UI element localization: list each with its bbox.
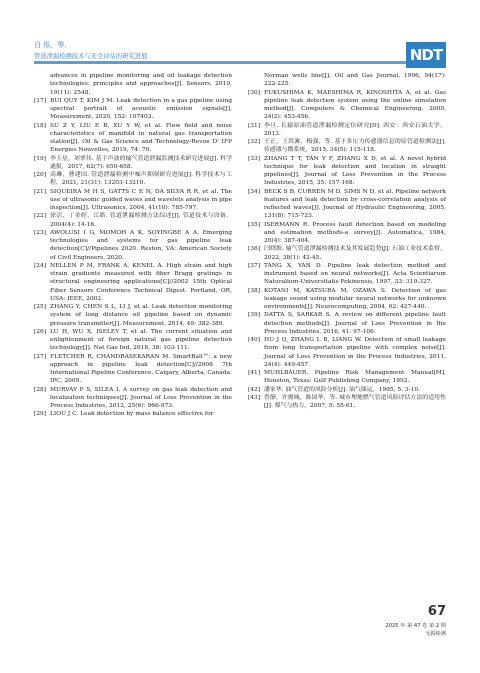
- reference-entry: [248, 122, 446, 139]
- reference-number: [33]: [248, 155, 261, 162]
- reference-number: [27]: [34, 353, 47, 360]
- reference-number: [25]: [34, 304, 47, 310]
- reference-text: ISERMANN R. Process fault detection based on modeling and estimation methods-a survey[J]. Automatica, 1984, 20(4): 387-404.: [264, 221, 446, 244]
- reference-number: [34]: [248, 188, 261, 195]
- reference-text: LIOU J C. Leak detection by mass balance effective for: [50, 411, 214, 418]
- reference-entry: [248, 369, 446, 386]
- reference-text: LU H, WU X, ISELEY T, et al. The current situation and enlightenment of foreign natural gas pipeline detection technology[J]. Nat Gas Ind, 2018, 38: 103-111.: [50, 328, 232, 352]
- reference-text: HU J Q, ZHANG L B, LIANG W. Detection of small leakage from long transportation pipeline with complex noise[J]. Journal of Loss Prevention in the Process Industries, 2011, 24(4): 449-457.: [264, 337, 446, 368]
- reference-entry: [34, 229, 232, 262]
- reference-entry: [248, 262, 446, 287]
- reference-entry: [34, 328, 232, 353]
- reference-text: ZHANG T T, TAN Y F, ZHANG X D, et al. A novel hybrid technique for leak detection and location in straight pipelines[J]. Journal of Loss Prevention in the Process Industries, 2015, 35: 157-168.: [264, 155, 446, 187]
- reference-entry: [34, 303, 232, 328]
- reference-number: [20]: [34, 172, 47, 178]
- reference-text: FUKUSHIMA K, MAESHIMA R, KINOSHITA A, et al. Gas pipeline leak detection system using the online simulation method[J]. Computers & Chemical Engineering, 2000, 24(2): 453-456.: [264, 89, 446, 121]
- reference-number: [23]: [34, 229, 47, 236]
- reference-text: 潘家华. 油气管道的风险分析[J]. 油气储运，1995, 5: 3-10.: [264, 386, 421, 393]
- reference-entry: [248, 311, 446, 336]
- reference-entry: [34, 97, 232, 122]
- reference-number: [41]: [248, 370, 261, 376]
- reference-text: DATTA S, SARKAR S. A review on different pipeline fault detection methods[J]. Journal of Loss Prevention in the Process Industries, 2016, 41: 97-106.: [264, 312, 446, 335]
- reference-number: [38]: [248, 287, 261, 294]
- reference-text: 王正，王洪滩，梅强，等. 基于多压力传感器信息的原管道检测法[J]. 传感器与微系统，2015, 34(5): 115-118.: [264, 139, 446, 154]
- reference-text: KOTANI M, KATSURA M, OZAWA S. Detection of gas leakage sound using modular neural networks for unknown environments[J]. Neurocomputing, 2004, 62: 427-440.: [264, 287, 446, 310]
- reference-text: FLETCHER R, CHANDRASEKARAN M. SmartBall™: a new approach in pipeline leak detection[C]//2008 7th International Pipeline Conference. Calgary, Alberta, Canada: IPC, 2009.: [50, 353, 232, 385]
- reference-text: SIQUEIRA M H S, GATTS C E N, DA SILVA R R, et al. The use of ultrasonic guided waves and wavelets analysis in pipe inspection[J]. Ultrasonics, 2004, 41(10): 785-797.: [50, 188, 232, 211]
- reference-text: 闫晓维. 输气管道泄漏检测技术及其发展趋势[J]. 石油工业技术监督，2022, 38(1): 42-45.: [264, 246, 446, 261]
- header-article-title: 管道泄漏检测技术与安全评估的研究进展: [34, 53, 148, 60]
- reference-entry: [248, 287, 446, 312]
- reference-entry: [34, 155, 232, 172]
- reference-entry: [34, 72, 232, 97]
- reference-number: [18]: [34, 122, 47, 129]
- reference-text: Norman wells line[J]. Oil and Gas Journal, 1996, 94(17): 222-225.: [264, 73, 446, 88]
- reference-entry: [248, 386, 446, 394]
- reference-text: MURVAY P S, SILEA I. A survey on gas leak detection and localization techniques[J]. Journal of Loss Prevention in the Process Industries, 2012, 25(6): 966-973.: [50, 386, 232, 409]
- reference-text: 李玉星，刘翠伟. 基于声波的输气管道泄漏监测技术研究进展[J]. 科学通报，2017, 62(7): 650-658.: [50, 155, 232, 170]
- reference-entry: [34, 122, 232, 155]
- reference-entry: [248, 155, 446, 188]
- reference-text: 高琳，曹建国. 管道泄漏检测中噪声抑制研究进展[J]. 科学技术与工程，2021, 21(31): 13203-13210.: [50, 172, 232, 187]
- reference-number: [35]: [248, 221, 261, 228]
- reference-text: 李旦. 长输原油管道泄漏检测定位研究[D]. 西安：西安石油大学，2013.: [264, 122, 446, 137]
- references-left-column: [34, 72, 232, 419]
- page-number: 67: [427, 604, 446, 619]
- reference-number: [42]: [248, 386, 261, 393]
- reference-text: NELLEN P M, FRANK A, KENEL A. High strain and high strain gradients measured with fiber Bragg gratings in structural engineering applications[C]//2002 15th Optical Fiber Sensors Conference Technical Digest. Portland, OR, USA: IEEE, 2002.: [50, 262, 232, 302]
- reference-entry: [34, 410, 232, 418]
- ndt-logo: NDT: [406, 42, 446, 68]
- reference-number: [28]: [34, 386, 47, 393]
- reference-text: ZHANG Y, CHEN S L, LI J, et al. Leak detection monitoring system of long distance oil pipeline based on dynamic pressure transmitter[J]. Measurement, 2014, 49: 382-389.: [50, 304, 232, 327]
- reference-number: [31]: [248, 122, 261, 129]
- reference-text: 曾静，许俊城，陈国华，等. 城市埋地燃气管道风险评估方法的适用性[J]. 煤气与热力，2007, 5: 55-61.: [264, 394, 446, 409]
- journal-name: 无损检测: [425, 631, 446, 637]
- reference-number: [22]: [34, 213, 47, 220]
- references-right-column: [248, 72, 446, 410]
- reference-number: [36]: [248, 246, 261, 253]
- reference-number: [24]: [34, 262, 47, 269]
- reference-entry: [248, 188, 446, 221]
- reference-number: [43]: [248, 394, 261, 401]
- reference-entry: [248, 138, 446, 155]
- reference-number: [37]: [248, 262, 261, 269]
- reference-number: [39]: [248, 312, 261, 319]
- reference-text: BUI QUY T, KIM J M. Leak detection in a gas pipeline using spectral portrait of acoustic emission signals[J]. Measurement, 2020, 152: 107403.: [50, 97, 232, 121]
- reference-entry: [248, 336, 446, 369]
- page-header: [34, 40, 446, 68]
- reference-number: [21]: [34, 188, 47, 195]
- reference-text: TANG X, YAN D. Pipeline leak detection method and instrument based on neural networks[J]. Acta Scientiarum Naturalium-Universitatis Pekinensis, 1997, 33: 319-327.: [264, 262, 446, 286]
- reference-text: SU Z Y, LIU E B, XU Y W, et al. Flow field and noise characteristics of manifold in natural gas transportation station[J]. Oil & Gas Science and Technology-Revue D' IFP Energies Nouvelles, 2019, 74: 70.: [50, 122, 232, 154]
- reference-number: [30]: [248, 89, 261, 96]
- reference-number: [17]: [34, 97, 47, 104]
- reference-entry: [34, 353, 232, 386]
- reference-entry: [248, 245, 446, 262]
- reference-number: [29]: [34, 411, 47, 418]
- reference-entry: [34, 188, 232, 213]
- reference-entry: [248, 89, 446, 122]
- reference-number: [26]: [34, 328, 47, 335]
- reference-text: advances in pipeline monitoring and oil leakage detection technologies: principles and approaches[J]. Sensors, 2019, 19(11): 2548.: [50, 73, 232, 96]
- reference-entry: [248, 394, 446, 411]
- reference-entry: [248, 72, 446, 89]
- reference-number: [32]: [248, 139, 261, 145]
- header-rule: [34, 61, 406, 64]
- reference-text: MUHLBAUER. Pipeline Risk Management Manual[M]. Houston, Texas: Gulf Publishing Company, 1992.: [264, 370, 446, 385]
- reference-entry: [34, 171, 232, 188]
- reference-number: [19]: [34, 155, 47, 162]
- reference-entry: [34, 386, 232, 411]
- reference-text: 徐洁，丁金婷，江皓. 管道泄漏检测方法综述[J]. 管道技术与设备，2004(4): 14-16.: [50, 213, 232, 228]
- reference-number: [40]: [248, 337, 261, 343]
- reference-entry: [34, 262, 232, 303]
- header-authors: 白 烁，等．: [34, 41, 72, 49]
- journal-volume-issue: 2025 年 第 47 卷 第 2 期: [385, 623, 446, 629]
- reference-entry: [34, 212, 232, 229]
- reference-entry: [248, 221, 446, 246]
- reference-text: BECK S B, CURREN M D, SIMS N D, et al. Pipeline network features and leak detection by cross-correlation analysis of reflected waves[J]. Journal of Hydraulic Engineering, 2005, 131(8): 715-723.: [264, 188, 446, 220]
- reference-text: AWOLUSI I G, MOMOH A K, SOYINGBE A A. Emerging technologies and systems for gas pipeline leak detection[C]//Pipelines 2020. Reston, VA: American Society of Civil Engineers, 2020.: [50, 229, 232, 261]
